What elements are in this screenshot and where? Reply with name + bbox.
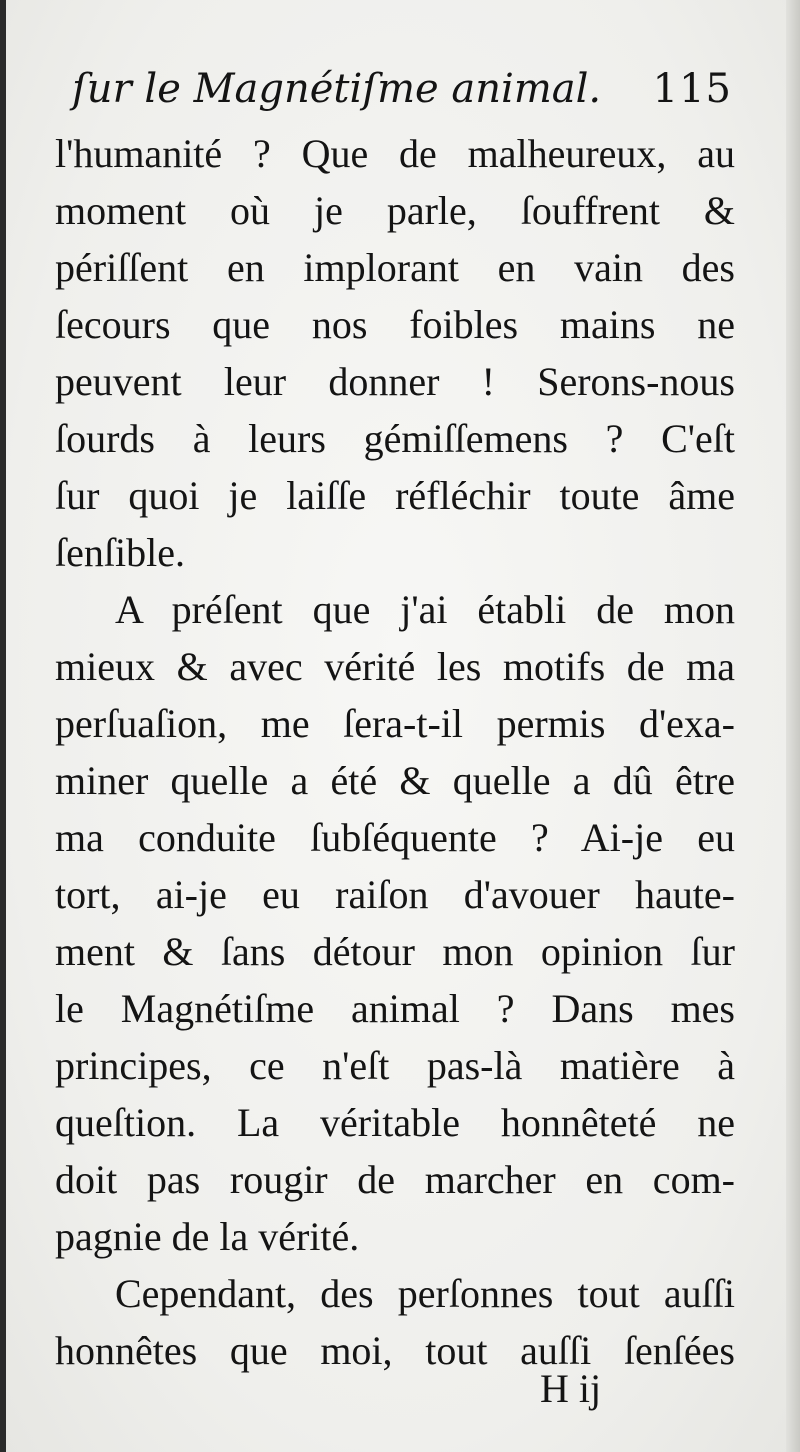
- page-right-edge: [786, 0, 800, 1452]
- page-header: [72, 60, 732, 118]
- text-line: ment & ſans détour mon opinion ſur: [55, 929, 735, 974]
- body-text: [55, 125, 735, 1379]
- running-title: ſur le Magnétiſme animal.: [72, 66, 602, 112]
- text-line: principes, ce n'eſt pas-là matière à: [55, 1043, 735, 1088]
- text-line: tort, ai-je eu raiſon d'avouer haute-: [55, 872, 735, 917]
- text-line: l'humanité ? Que de malheureux, au: [55, 131, 735, 176]
- page-left-edge: [0, 0, 6, 1452]
- text-line: ſenſible.: [55, 530, 185, 575]
- page-number: 115: [652, 66, 732, 112]
- signature-mark: H ij: [540, 1366, 602, 1411]
- text-line: le Magnétiſme animal ? Dans mes: [55, 986, 735, 1031]
- text-line: périſſent en implorant en vain des: [55, 245, 735, 290]
- text-line: ma conduite ſubſéquente ? Ai-je eu: [55, 815, 735, 860]
- text-line: peuvent leur donner ! Serons-nous: [55, 359, 735, 404]
- text-line: queſtion. La véritable honnêteté ne: [55, 1100, 735, 1145]
- text-line: ſecours que nos foibles mains ne: [55, 302, 735, 347]
- paragraph-start-line: A préſent que j'ai établi de mon: [115, 587, 735, 632]
- text-line: perſuaſion, me ſera-t-il permis d'exa-: [55, 701, 735, 746]
- text-line: pagnie de la vérité.: [55, 1214, 360, 1259]
- text-line: ſourds à leurs gémiſſemens ? C'eſt: [55, 416, 735, 461]
- paragraph-start-line: Cependant, des perſonnes tout auſſi: [115, 1271, 735, 1316]
- text-line: mieux & avec vérité les motifs de ma: [55, 644, 735, 689]
- text-line: moment où je parle, ſouffrent &: [55, 188, 735, 233]
- text-line: honnêtes que moi, tout auſſi ſenſées: [55, 1328, 735, 1373]
- text-line: miner quelle a été & quelle a dû être: [55, 758, 735, 803]
- text-line: doit pas rougir de marcher en com-: [55, 1157, 735, 1202]
- text-line: ſur quoi je laiſſe réfléchir toute âme: [55, 473, 735, 518]
